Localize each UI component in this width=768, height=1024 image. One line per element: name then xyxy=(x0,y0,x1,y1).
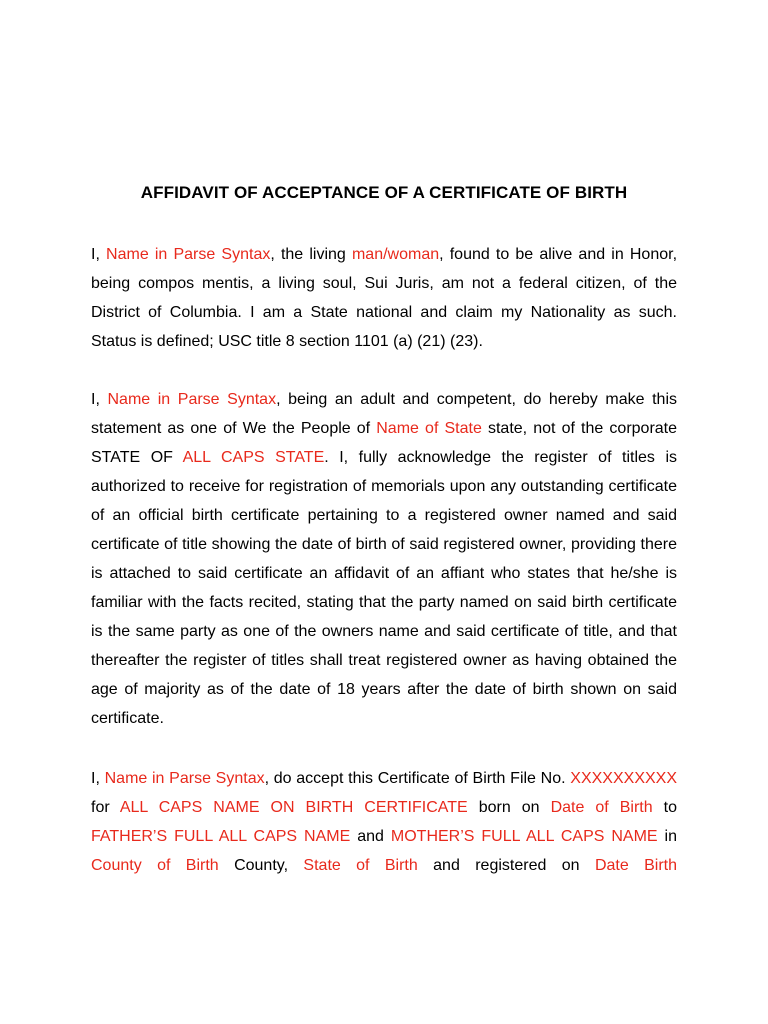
placeholder-state-of-birth: State of Birth xyxy=(303,857,418,874)
text-segment: , the living xyxy=(270,246,352,263)
text-segment: . I, fully acknowledge the register of titles is authorized to receive for registration of memorials upon any outstanding certificate of an official birth certificate pertaining to a registered owner named and said certificate of title showing the date of birth of said registered owner, providing there is attached to said certificate an affidavit of an affiant who states that he/she is familiar with the facts recited, stating that the party named on said birth certificate is the same party as one of the owners name and said certificate of title, and that thereafter the register of titles shall treat registered owner as having obtained the age of majority as of the date of 18 years after the date of birth shown on said certificate. xyxy=(91,449,678,727)
placeholder-name: Name in Parse Syntax xyxy=(107,391,277,408)
placeholder-gender: man/woman xyxy=(351,246,440,263)
paragraph-nationality xyxy=(91,240,677,356)
text-segment: I, xyxy=(91,391,108,408)
placeholder-name: Name in Parse Syntax xyxy=(106,246,271,263)
placeholder-mother-name: MOTHER’S FULL ALL CAPS NAME xyxy=(390,828,658,845)
placeholder-certificate-name: ALL CAPS NAME ON BIRTH CERTIFICATE xyxy=(119,799,468,816)
text-segment: County, xyxy=(218,857,304,874)
placeholder-name: Name in Parse Syntax xyxy=(104,770,265,787)
paragraph-acceptance xyxy=(91,764,677,880)
document-title: AFFIDAVIT OF ACCEPTANCE OF A CERTIFICATE OF BIRTH xyxy=(140,183,628,202)
paragraph-acknowledgement xyxy=(91,385,677,733)
text-segment: for xyxy=(91,799,120,816)
text-segment: in xyxy=(657,828,677,845)
placeholder-caps-state: ALL CAPS STATE xyxy=(182,449,325,466)
placeholder-date-registered: Date Birth xyxy=(594,857,678,874)
text-segment: , do accept this Certificate of Birth File No. xyxy=(264,770,571,787)
text-segment: to xyxy=(652,799,677,816)
text-segment: state, not of the corporate STATE OF xyxy=(91,420,678,466)
text-segment: and xyxy=(350,828,391,845)
placeholder-father-name: FATHER’S FULL ALL CAPS NAME xyxy=(91,828,351,845)
placeholder-date-of-birth: Date of Birth xyxy=(550,799,653,816)
text-segment: I, xyxy=(91,246,107,263)
placeholder-state: Name of State xyxy=(376,420,482,437)
text-segment: I, xyxy=(91,770,105,787)
text-segment: born on xyxy=(467,799,551,816)
text-segment: , found to be alive and in Honor, being compos mentis, a living soul, Sui Juris, am not a federal citizen, of the District of Columbia. I am a State national and claim my Nationality as such. Status is defined; USC title 8 section 1101 (a) (21) (23). xyxy=(91,246,678,350)
placeholder-county: County of Birth xyxy=(91,857,219,874)
text-segment: and registered on xyxy=(417,857,595,874)
text-segment: , being an adult and competent, do hereby make this statement as one of We the People of xyxy=(91,391,677,437)
placeholder-file-number: XXXXXXXXXX xyxy=(570,770,677,787)
